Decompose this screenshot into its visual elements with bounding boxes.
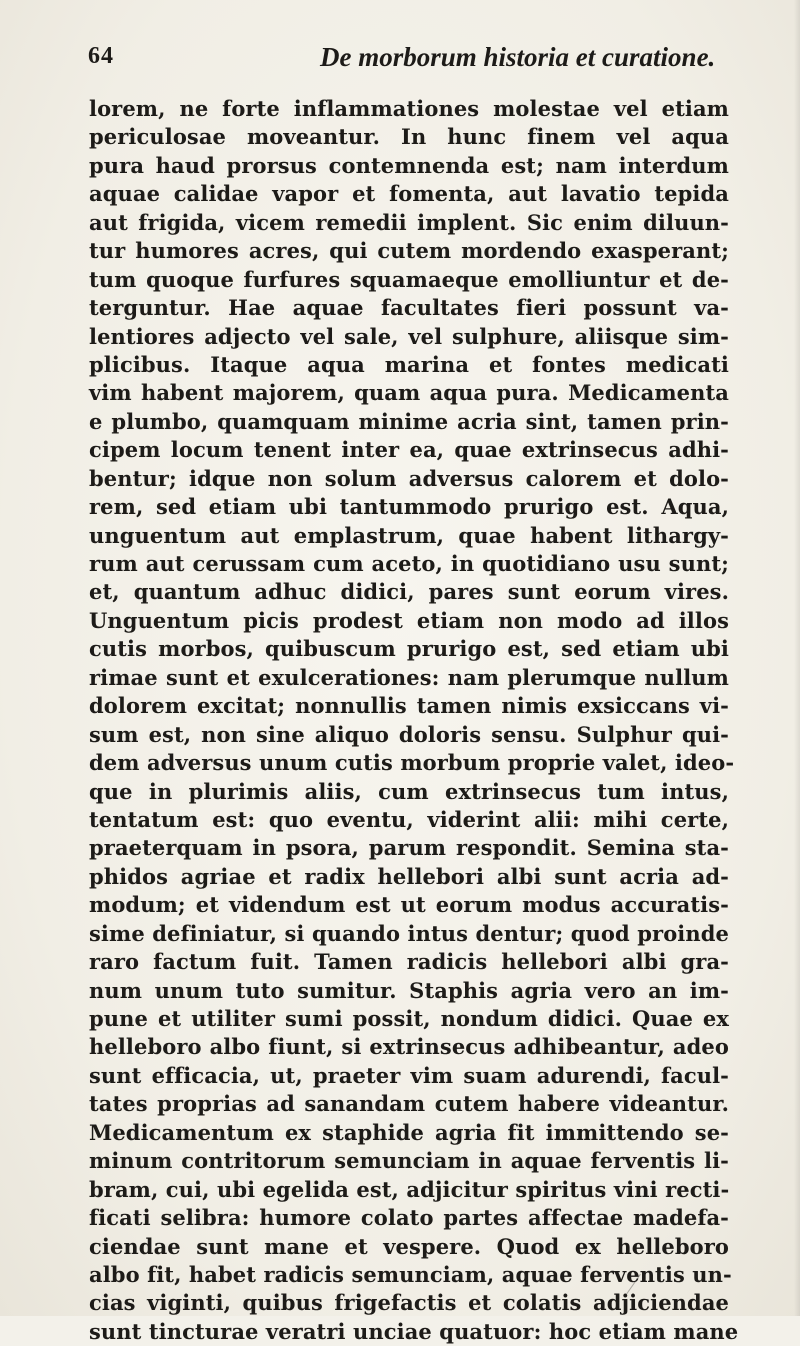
text-line: lentiores adjecto vel sale, vel sulphure, aliisque sim- [89,323,729,349]
text-line: ficati selibra: humore colato partes affectae madefa- [89,1205,729,1231]
text-line: tur humores acres, qui cutem mordendo exasperant; [89,238,729,264]
text-line: cutis morbos, quibuscum prurigo est, sed etiam ubi [89,636,729,662]
text-line: cipem locum tenent inter ea, quae extrinsecus adhi- [89,437,729,463]
text-line: sum est, non sine aliquo doloris sensu. Sulphur qui- [89,721,729,747]
text-line: pura haud prorsus contemnenda est; nam interdum [89,152,729,178]
text-line: unguentum aut emplastrum, quae habent lithargy- [89,522,729,548]
text-line: periculosae moveantur. In hunc finem vel aqua [89,124,729,150]
text-line: cias viginti, quibus frigefactis et colatis adjiciendae [89,1290,729,1316]
text-line: tentatum est: quo eventu, viderint alii: mihi certe, [89,806,729,832]
running-title: De morborum historia et curatione. [320,42,716,72]
page-edge-shadow [794,0,800,1316]
text-line: pune et utiliter sumi possit, nondum didici. Quae ex [89,1006,729,1031]
text-line: que in plurimis aliis, cum extrinsecus tum intus, [89,778,729,804]
text-line: lorem, ne forte inflammationes molestae vel etiam [89,96,729,121]
text-line: bram, cui, ubi egelida est, adjicitur spiritus vini recti- [89,1176,730,1202]
text-line: raro factum fuit. Tamen radicis hellebori albi gra- [89,949,729,975]
text-line: dolorem excitat; nonnullis tamen nimis exsiccans vi- [89,693,729,719]
text-line: tum quoque furfures squamaeque emolliuntur et de- [89,266,729,292]
text-line: modum; et videndum est ut eorum modus accuratis- [89,892,729,918]
text-line: albo fit, habet radicis semunciam, aquae ferventis un- [89,1261,732,1287]
text-line: sunt efficacia, ut, praeter vim suam adurendi, facul- [89,1062,729,1088]
page-number: 64 [88,43,114,69]
text-line: et, quantum adhuc didici, pares sunt eorum vires. [89,579,729,605]
text-line: plicibus. Itaque aqua marina et fontes medicati [89,351,729,377]
text-line: vim habent majorem, quam aqua pura. Medicamenta [89,380,729,406]
page-header [88,42,716,83]
text-line: helleboro albo fiunt, si extrinsecus adhibeantur, adeo [89,1034,729,1060]
text-line: praeterquam in psora, parum respondit. Semina sta- [89,835,729,861]
text-line: tates proprias ad sanandam cutem habere videantur. [89,1091,729,1117]
text-line: Unguentum picis prodest etiam non modo ad illos [89,607,729,633]
text-line: phidos agriae et radix hellebori albi sunt acria ad- [89,863,729,889]
text-line: rimae sunt et exulcerationes: nam plerumque nullum [89,664,729,690]
text-line: aut frigida, vicem remedii implent. Sic enim diluun- [89,209,729,235]
text-line: terguntur. Hae aquae facultates fieri possunt va- [89,295,729,321]
text-line: bentur; idque non solum adversus calorem et dolo- [89,465,729,491]
text-line: rum aut cerussam cum aceto, in quotidiano usu sunt; [89,551,729,576]
text-line: ciendae sunt mane et vespere. Quod ex helleboro [89,1233,729,1259]
text-line: dem adversus unum cutis morbum proprie valet, ideo- [89,750,735,776]
text-line: sunt tincturae veratri unciae quatuor: hoc etiam mane [89,1318,739,1344]
text-line: rem, sed etiam ubi tantummodo prurigo est. Aqua, [89,494,729,520]
text-line: aquae calidae vapor et fomenta, aut lavatio tepida [89,181,729,207]
text-line: Medicamentum ex staphide agria fit immittendo se- [89,1119,729,1145]
text-line: num unum tuto sumitur. Staphis agria vero an im- [89,977,729,1003]
text-line: minum contritorum semunciam in aquae ferventis li- [89,1148,729,1174]
body-text [89,95,739,1346]
text-line: e plumbo, quamquam minime acria sint, tamen prin- [89,408,729,434]
text-line: sime definiatur, si quando intus dentur; quod proinde [89,920,729,946]
